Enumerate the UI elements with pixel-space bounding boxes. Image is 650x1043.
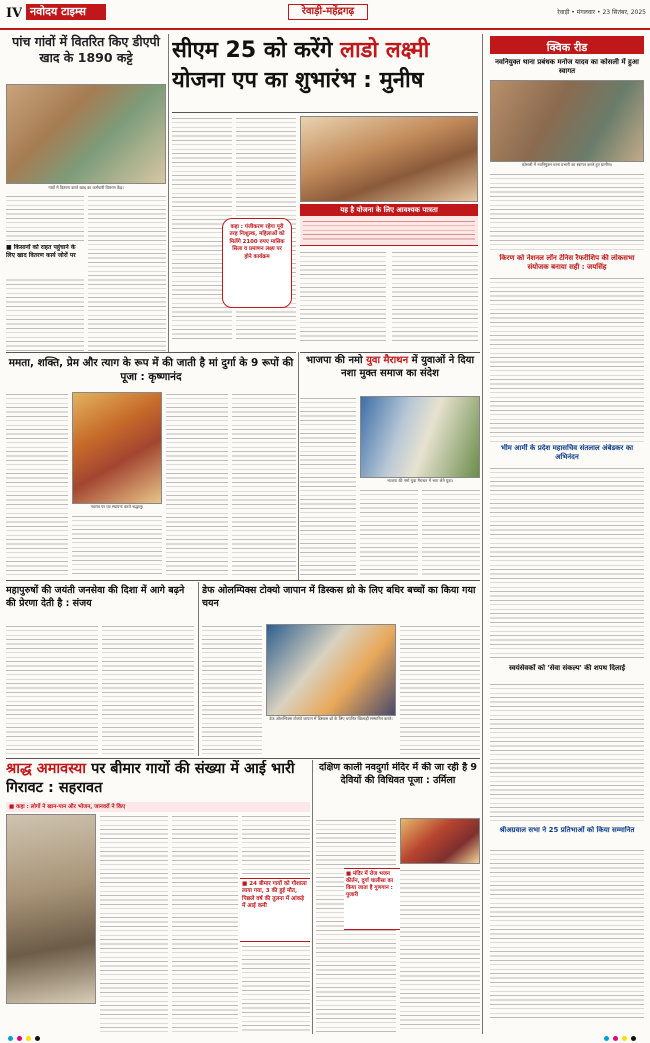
section-rule <box>300 352 480 353</box>
cyan-dot <box>604 1036 609 1041</box>
deaf-caption: डेफ ओलम्पिक्स टोक्यो जापान में डिस्कस थ्रो के लिए चयनित खिलाड़ी सम्मानित करते। <box>269 716 393 721</box>
mahapurush-headline-wrap: महापुरुषों की जयंती जनसेवा की दिशा में आगे बढ़ने की प्रेरणा देती है : संजय <box>6 585 185 609</box>
mahapurush-body-1 <box>6 624 98 754</box>
deaf-body-2 <box>400 624 480 754</box>
mamta-photo <box>72 392 162 504</box>
section-rule <box>6 580 480 581</box>
marathon-body-1 <box>300 396 356 576</box>
mamta-body-1 <box>6 392 68 576</box>
mamta-body-3 <box>166 392 228 576</box>
sidebar-story1-caption: कोसली में नवनियुक्त थाना प्रभारी का स्वागत करते हुए ग्रामीण। <box>521 162 613 167</box>
black-dot <box>35 1036 40 1041</box>
cow-photo <box>6 814 96 1004</box>
lead-headline-part1: सीएम 25 को करेंगे <box>172 38 333 63</box>
shraddh-body-top-right <box>242 814 310 876</box>
magenta-dot <box>613 1036 618 1041</box>
mamta-body-4 <box>232 392 296 576</box>
date-line: रेवाड़ी • मंगलवार • 23 सितंबर, 2025 <box>557 9 646 16</box>
footer-marks <box>0 1035 650 1043</box>
marathon-headline-wrap <box>300 354 480 394</box>
kali-headline-wrap: दक्षिण काली नवदुर्गा मंदिर में की जा रही है 9 देवियों की विधिवत पूजा : उर्मिला <box>318 762 478 786</box>
lead-body-col3 <box>300 250 386 342</box>
marathon-headline-highlight: युवा मैराथन <box>366 355 409 366</box>
black-dot <box>631 1036 636 1041</box>
color-dots-right <box>604 1036 636 1041</box>
sidebar-story3-title: भीम आर्मी के प्रदेश महासचिव संतलाल अंबेडकर का अभिनंदन <box>500 444 634 461</box>
kali-body-2 <box>400 868 480 1032</box>
deaf-headline-wrap: डेफ ओलम्पिक्स टोक्यो जापान में डिस्कस थ्रो के लिए बधिर बच्चों का किया गया चयन <box>202 585 476 609</box>
region-tag: रेवाड़ी-महेंद्रगढ़ <box>288 4 368 20</box>
sidebar-story4-title: स्वयंसेवकों को 'सेवा संकल्प' की शपथ दिलाई <box>508 664 626 672</box>
shraddh-body-2 <box>172 814 238 1032</box>
page-number: IV <box>6 6 23 21</box>
sidebar-story1-photo <box>490 80 644 162</box>
shraddh-headline-wrap <box>6 760 310 800</box>
lead-headline-highlight: लाडो लक्ष्मी <box>340 38 430 63</box>
marathon-caption: भाजपा की नमो युवा मैराथन में भाग लेते युवा। <box>386 478 454 483</box>
khad-photo <box>6 84 166 184</box>
sidebar-story2-body <box>490 276 644 442</box>
masthead <box>0 0 650 30</box>
sidebar-heading: क्विक रीड <box>490 36 644 54</box>
lead-rule <box>172 112 478 113</box>
gau-box: ■ 24 बीमार गायों को गौशाला लाया गया, 3 की हुई मौत, पिछले वर्ष की तुलना में आंकड़े में आई कमी <box>240 878 310 942</box>
khad-subhead: ■ किसानों को राहत पहुंचाने के लिए खाद वितरण कार्य जोरों पर <box>6 244 84 278</box>
mahapurush-body-2 <box>102 624 194 754</box>
kali-kicker: ■ मंदिर में रोज भजन कीर्तन, दुर्गा चालीसा का किया जाता है गुणगान : पुजारी <box>344 868 400 930</box>
shraddh-headline-highlight: श्राद्ध अमावस्या <box>6 761 87 777</box>
sidebar-story5-body <box>490 848 644 1018</box>
shraddh-headline-rest: पर बीमार गायों की संख्या में आई भारी गिरावट : सहरावत <box>6 761 295 796</box>
deaf-body-1 <box>202 624 262 754</box>
shraddh-body-1 <box>100 814 168 1032</box>
kali-photo <box>400 818 480 864</box>
cyan-dot <box>8 1036 13 1041</box>
lead-headline <box>172 36 478 112</box>
col-rule <box>312 760 313 1034</box>
yellow-dot <box>622 1036 627 1041</box>
marathon-photo <box>360 396 480 478</box>
mamta-headline-wrap: ममता, शक्ति, प्रेम और त्याग के रूप में की जाती है मां दुर्गा के 9 रूपों की पूजा : कृष्णानंद <box>8 357 294 383</box>
section-rule <box>6 758 480 759</box>
col-rule <box>298 352 299 580</box>
sidebar-story2-title: किरण को नेशनल लॉन टेनिस रैफरीशिप की लोकसभा संयोजक बनाया सही : जयसिंह <box>499 254 635 271</box>
top-left-headline: पांच गांवों में वितरित किए डीएपी खाद के 1890 कट्टे <box>12 34 160 65</box>
khad-body-2 <box>88 194 166 352</box>
paper-name: नवोदय टाइम्स <box>26 4 106 20</box>
col-rule <box>198 582 199 756</box>
shraddh-body-3 <box>242 944 310 1032</box>
lead-headline-part2: योजना एप का शुभारंभ : मुनीष <box>172 68 424 93</box>
marathon-headline-part1: भाजपा की नमो <box>305 355 363 366</box>
section-rule <box>6 352 296 353</box>
sidebar-story3-body <box>490 466 644 660</box>
marathon-body-3 <box>422 488 480 576</box>
col-rule <box>482 34 483 1034</box>
marathon-body-2 <box>360 488 418 576</box>
deaf-photo <box>266 624 396 716</box>
lead-quote-box: कहा : पंजीकरण रहेगा पूरी तरह निःशुल्क, महिलाओं को मिलेंगे 2100 रुपए मासिक सिला व प्रमाणन लक्ष्य पर होने कार्यक्रम <box>222 218 292 308</box>
sidebar-story5-title: श्रीअग्रवाल सभा ने 25 प्रतिभाओं को किया सम्मानित <box>499 826 635 834</box>
color-dots-left <box>8 1036 40 1041</box>
sidebar-story1-body <box>490 172 644 252</box>
lead-body-col4 <box>392 250 478 342</box>
lead-info-head: यह है योजना के लिए आवश्यक पात्रता <box>300 204 478 216</box>
khad-photo-caption: गांवों में वितरण करते खाद का कर्मचारी वितरण केंद्र। <box>48 185 124 190</box>
shraddh-kicker-wrap: ■ कहा : लोगों ने खान-पान और भोजन, जानवरों ने किए <box>6 802 310 812</box>
mamta-body-2 <box>72 514 162 576</box>
sidebar-story4-body <box>490 682 644 822</box>
marathon-headline-part2: में युवाओं ने दिया नशा मुक्त समाज का संदेश <box>341 355 475 379</box>
sidebar-story1-title: नवनियुक्त थाना प्रबंधक मनोज यादव का कोसली में हुआ स्वागत <box>495 58 639 75</box>
col-rule <box>168 34 169 352</box>
lead-photo-2 <box>300 116 478 202</box>
yellow-dot <box>26 1036 31 1041</box>
lead-info-body <box>300 216 478 246</box>
magenta-dot <box>17 1036 22 1041</box>
mamta-caption: नवरात्र पर घट स्थापना करते श्रद्धालु। <box>90 504 144 509</box>
